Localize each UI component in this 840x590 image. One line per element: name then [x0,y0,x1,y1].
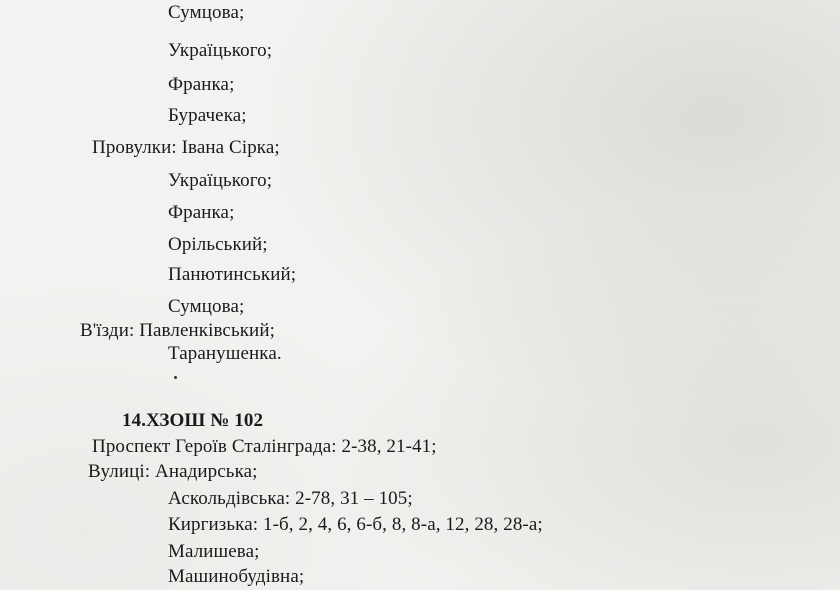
street-line: Франка; [168,74,235,95]
streets-line: Вулиці: Анадирська; [88,461,258,482]
street-line: Малишева; [168,541,260,562]
section-heading: 14.ХЗОШ № 102 [122,410,264,431]
lanes-line: Провулки: Івана Сірка; [92,137,280,158]
street-line: Франка; [168,202,235,223]
street-line: Таранушенка. [168,343,282,364]
street-line: Бурачека; [168,105,247,126]
avenue-line: Проспект Героїв Сталінграда: 2-38, 21-41; [92,436,437,457]
street-line: Сумцова; [168,296,245,317]
street-line: Украïцького; [168,40,273,61]
street-line: Аскольдівська: 2-78, 31 – 105; [168,488,413,509]
entries-line: В'їзди: Павленківський; [80,320,275,341]
stray-dot [174,376,177,379]
street-line: Панютинський; [168,264,297,285]
street-line: Машинобудівна; [168,566,305,587]
street-line: Украïцького; [168,170,273,191]
street-line: Сумцова; [168,2,245,23]
street-line: Орільський; [168,234,268,255]
street-line: Киргизька: 1-б, 2, 4, 6, 6-б, 8, 8-а, 12, 28, 28-а; [168,514,543,535]
